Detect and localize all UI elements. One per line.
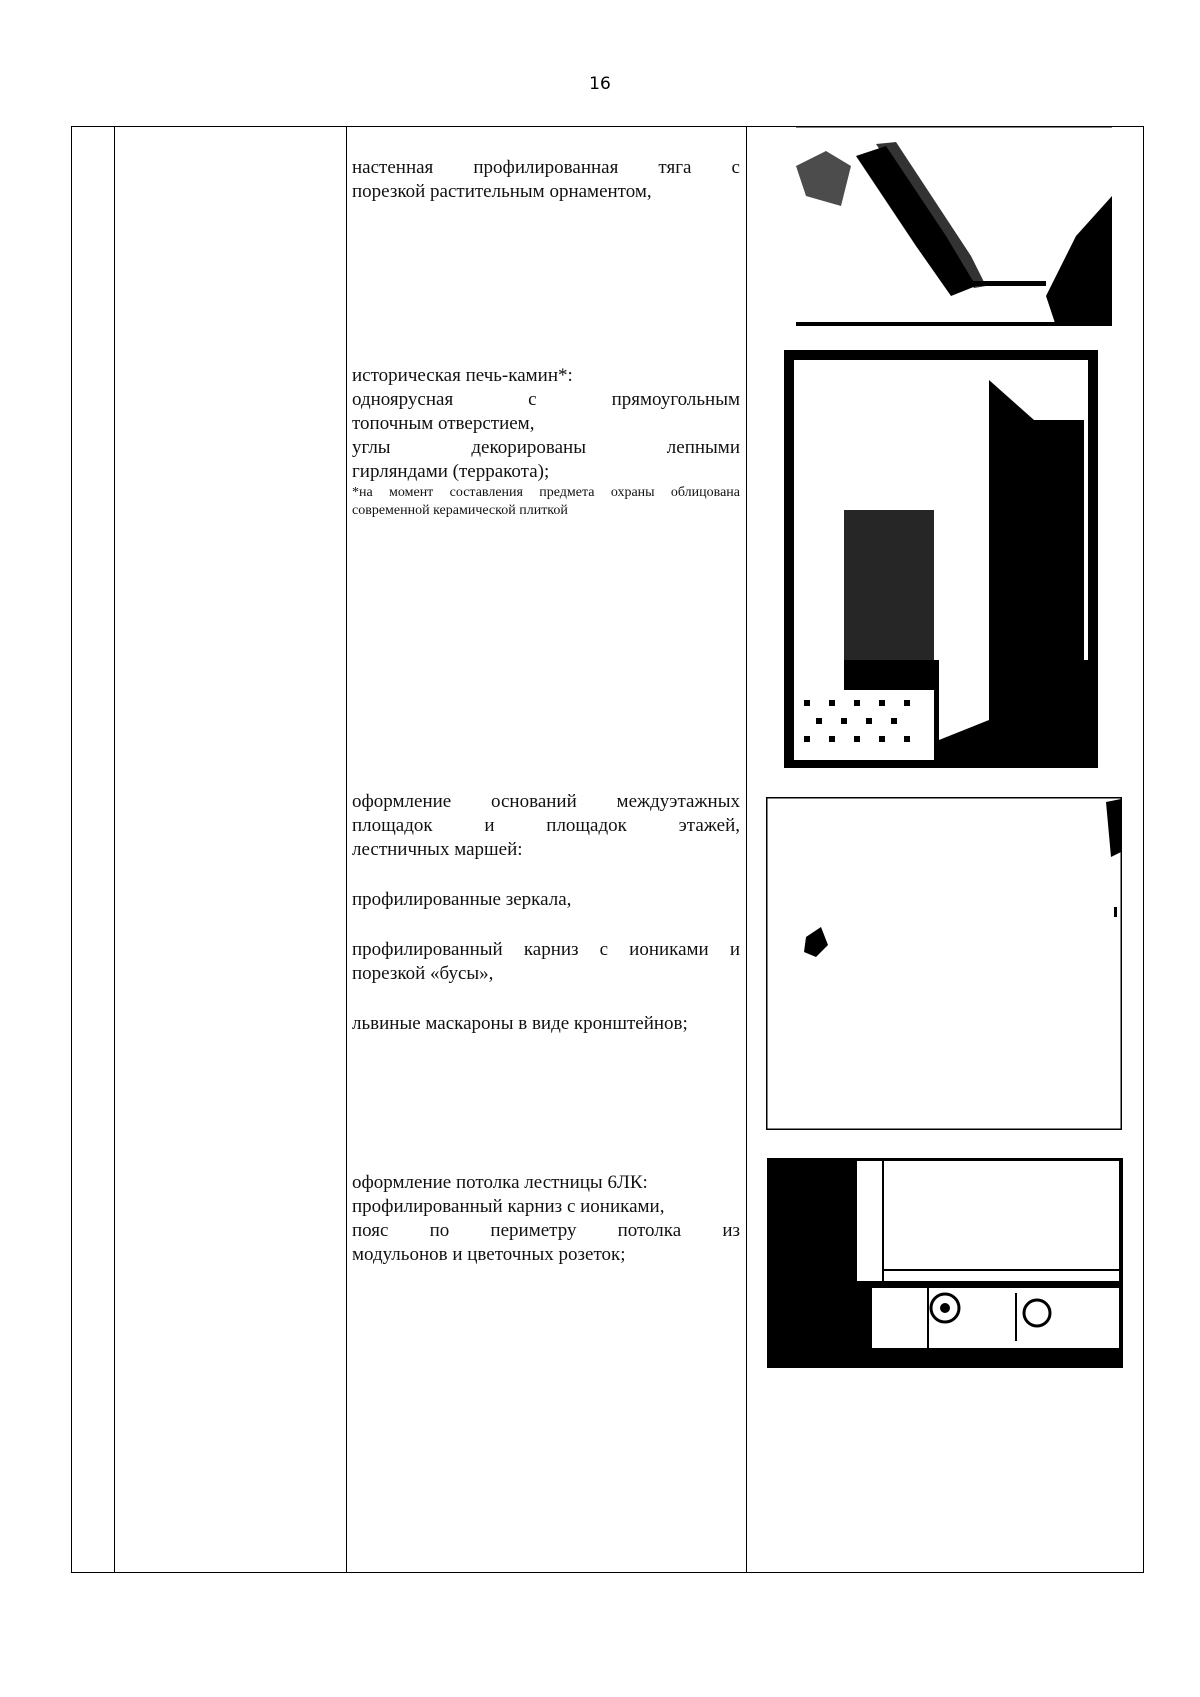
- entry-note: *на момент составления предмета охраны облицована современной керамической плиткой: [352, 485, 740, 518]
- entry-line: оформление потолка лестницы 6ЛК:: [352, 1172, 648, 1193]
- photo-fireplace: [784, 350, 1098, 768]
- entry-fireplace: [352, 364, 740, 520]
- entry-line: модульонов и цветочных розеток;: [352, 1244, 626, 1265]
- column-divider-1: [114, 126, 115, 1573]
- entry-line: оформление оснований междуэтажных: [352, 791, 740, 812]
- entry-line: профилированный карниз с иониками,: [352, 1196, 665, 1217]
- entry-line: гирляндами (терракота);: [352, 461, 550, 482]
- entry-line: лестничных маршей:: [352, 839, 523, 860]
- photo-ceiling: [767, 1158, 1123, 1368]
- photo-cornice: [796, 126, 1112, 326]
- entry-line: настенная профилированная тяга с: [352, 157, 740, 178]
- entry-line: топочным отверстием,: [352, 413, 535, 434]
- entry-line: пояс по периметру потолка из: [352, 1220, 740, 1241]
- entry-item: профилированный карниз с иониками и порезкой «бусы»,: [352, 939, 740, 984]
- page-number: 16: [589, 74, 611, 94]
- entry-landings: [352, 790, 740, 1036]
- photo-landings: [766, 797, 1122, 1130]
- column-divider-3: [746, 126, 747, 1573]
- entry-cornice: [352, 156, 740, 204]
- entry-line: углы декорированы лепными: [352, 437, 740, 458]
- entry-line: площадок и площадок этажей,: [352, 815, 740, 836]
- entry-line: порезкой растительным орнаментом,: [352, 181, 652, 202]
- entry-line: историческая печь-камин*:: [352, 365, 573, 386]
- entry-item: профилированные зеркала,: [352, 889, 572, 910]
- entry-item: львиные маскароны в виде кронштейнов;: [352, 1013, 688, 1034]
- entry-line: одноярусная с прямоугольным: [352, 389, 740, 410]
- column-divider-2: [346, 126, 347, 1573]
- entry-ceiling: [352, 1171, 740, 1267]
